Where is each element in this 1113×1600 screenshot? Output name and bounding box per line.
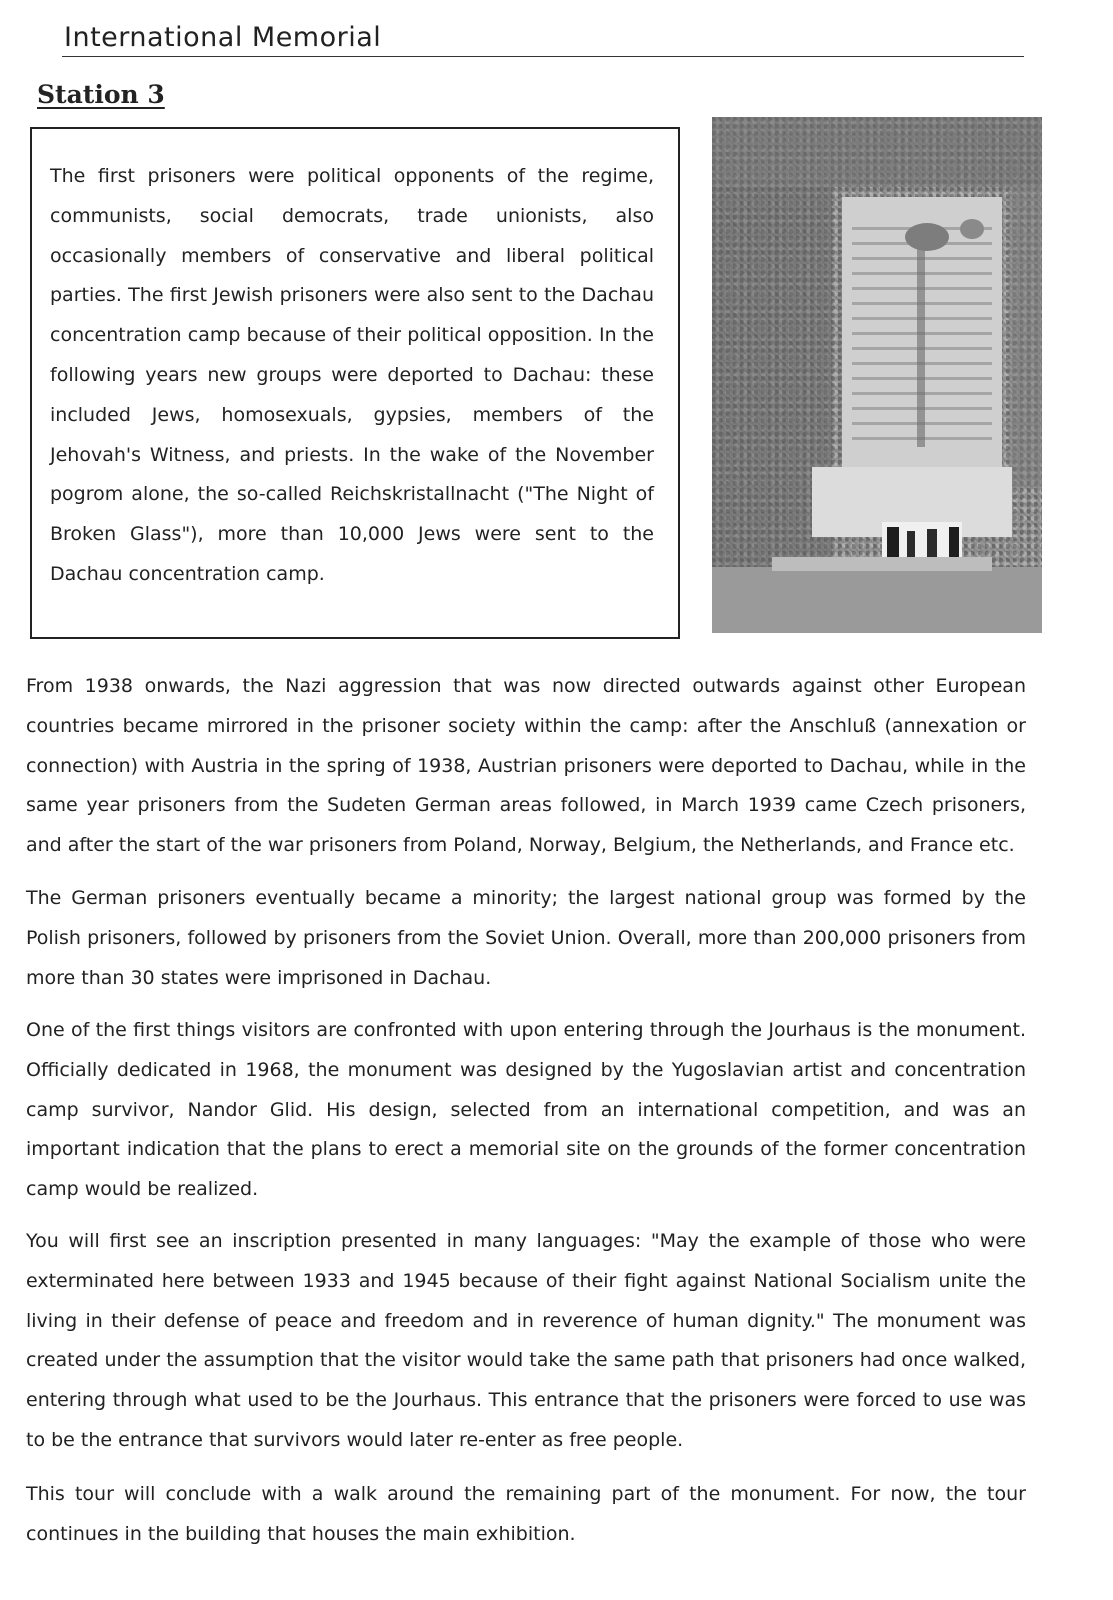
page-header	[62, 18, 1024, 57]
intro-paragraph: The first prisoners were political opponents of the regime, communists, social democrats, trade unionists, also occasionally members of conservative and liberal political parties. The first Jewish prisoners were also sent to the Dachau concentration camp because of their political opposition. In the following years new groups were deported to Dachau: these included Jews, homosexuals, gypsies, members of the Jehovah's Witness, and priests. In the wake of the November pogrom alone, the so-called Reichskristallnacht ("The Night of Broken Glass"), more than 10,000 Jews were sent to the Dachau concentration camp.	[50, 165, 654, 585]
header-title: International Memorial	[64, 22, 382, 53]
paragraph-3: One of the first things visitors are confronted with upon entering through the Jourhaus is the monument. Officially dedicated in 1968, the monument was designed by the Yugoslavian artist and concentration camp survivor, Nandor Glid. His design, selected from an international competition, and was an important indication that the plans to erect a memorial site on the grounds of the former concentration camp would be realized.	[26, 1019, 1026, 1201]
station-heading: Station 3	[37, 80, 165, 109]
monument-photo-drawing	[712, 117, 1042, 633]
paragraph-2: The German prisoners eventually became a minority; the largest national group was formed by the Polish prisoners, followed by prisoners from the Soviet Union. Overall, more than 200,000 prisoners from more than 30 states were imprisoned in Dachau.	[26, 887, 1026, 989]
intro-text-box	[30, 127, 680, 639]
monument-aerial-photo	[712, 117, 1042, 633]
paragraph-4: You will first see an inscription presented in many languages: "May the example of those who were exterminated here between 1933 and 1945 because of their fight against National Socialism unite the living in their defense of peace and freedom and in reverence of human dignity." The monument was created under the assumption that the visitor would take the same path that prisoners had once walked, entering through what used to be the Jourhaus. This entrance that the prisoners were forced to use was to be the entrance that survivors would later re-enter as free people.	[26, 1230, 1026, 1451]
paragraph-5: This tour will conclude with a walk around the remaining part of the monument. For now, the tour continues in the building that houses the main exhibition.	[26, 1483, 1026, 1545]
paragraph-1: From 1938 onwards, the Nazi aggression that was now directed outwards against other European countries became mirrored in the prisoner society within the camp: after the Anschluß (annexation or connection) with Austria in the spring of 1938, Austrian prisoners were deported to Dachau, while in the same year prisoners from the Sudeten German areas followed, in March 1939 came Czech prisoners, and after the start of the war prisoners from Poland, Norway, Belgium, the Netherlands, and France etc.	[26, 675, 1026, 857]
